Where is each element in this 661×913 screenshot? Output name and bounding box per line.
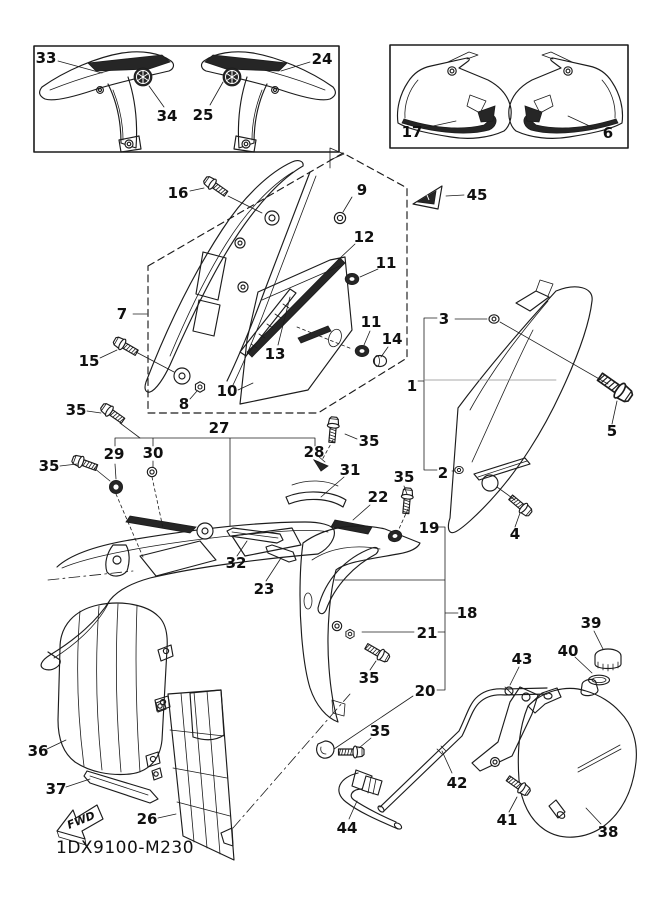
part-31-stay [286,481,346,507]
plug-14 [374,356,387,367]
part-label-26: 26 [136,810,158,828]
leader-lines [47,61,617,828]
part-36-cover [58,603,173,774]
inset-box-shrouds [34,46,339,152]
part-label-30: 30 [142,444,164,462]
part-label-37: 37 [45,780,67,798]
part-label-1: 1 [406,377,418,395]
nut-21 [346,629,354,638]
part-label-3: 3 [438,310,450,328]
washer-30 [147,467,156,476]
part-23-strip [266,545,296,562]
part-label-20: 20 [414,682,436,700]
bolt-5 [595,370,635,405]
part-label-31: 31 [339,461,361,479]
part-37-strip [84,771,158,803]
part-12-strip [247,258,345,357]
part-label-15: 15 [78,352,100,370]
grommet-11b [355,345,369,356]
bolt-35b [326,417,340,443]
collar-29 [109,480,122,493]
part-label-21: 21 [416,624,438,642]
bolt-35a [99,401,127,425]
part-label-34: 34 [156,107,178,125]
part-22-strip [331,520,372,534]
part-38-bracket [472,687,538,771]
part-label-36: 36 [27,742,49,760]
part-label-14: 14 [381,330,403,348]
part-label-42: 42 [446,774,468,792]
clamp-20 [317,741,334,758]
part-label-22: 22 [367,488,389,506]
part-label-28: 28 [303,443,325,461]
part-label-9: 9 [356,181,368,199]
grommet-11a [345,273,359,284]
bolt-16 [202,174,230,198]
part-label-33: 33 [35,49,57,67]
grommet-9 [334,212,345,223]
part-label-45: 45 [466,186,488,204]
part-label-40: 40 [557,642,579,660]
part-18-air-scoop [300,526,420,722]
part-label-39: 39 [580,614,602,632]
part-label-43: 43 [511,650,533,668]
part-label-19: 19 [418,519,440,537]
part-label-4: 4 [509,525,521,543]
part-number-labels [28,49,619,841]
part-label-11b: 11 [360,313,382,331]
part-label-32: 32 [225,554,247,572]
part-26-grille [152,690,234,860]
part-label-35e: 35 [358,669,380,687]
bolt-15 [112,335,140,358]
diagram-code: 1DX9100-M230 [56,838,195,858]
part-39-cap [595,649,621,671]
part-label-35c: 35 [38,457,60,475]
part-label-24: 24 [311,50,333,68]
part-label-17: 17 [401,123,423,141]
bolt-35f [339,746,365,758]
grommet-2 [455,466,464,473]
part-1-side-cover [448,280,592,533]
part-label-6: 6 [602,124,614,142]
bolt-35d [400,488,414,514]
part-label-18: 18 [456,604,478,622]
part-label-12: 12 [353,228,375,246]
part-label-35f: 35 [369,722,391,740]
part-label-38: 38 [597,823,619,841]
part-label-8: 8 [178,395,190,413]
part-label-2: 2 [437,464,449,482]
part-label-35d: 35 [393,468,415,486]
part-label-5: 5 [606,422,618,440]
part-40-gasket [589,675,610,685]
part-label-25: 25 [192,106,214,124]
part-label-23: 23 [253,580,275,598]
part-label-16: 16 [167,184,189,202]
washer-21 [332,621,341,630]
bolt-35e [363,641,391,664]
inset-box-side-covers [390,45,628,148]
part-45-emblem [413,186,442,209]
fwd-label: FWD [65,808,97,832]
part-label-44: 44 [336,819,358,837]
part-label-11a: 11 [375,254,397,272]
part-label-35a: 35 [65,401,87,419]
bolt-35c [71,453,99,473]
part-label-29: 29 [103,445,125,463]
part-label-27: 27 [208,419,230,437]
nut-3 [489,315,499,323]
part-label-13: 13 [264,345,286,363]
part-label-7: 7 [116,305,128,323]
part-27-air-scoop [41,516,334,670]
part-label-10: 10 [216,382,238,400]
part-label-41: 41 [496,811,518,829]
part-label-35b: 35 [358,432,380,450]
